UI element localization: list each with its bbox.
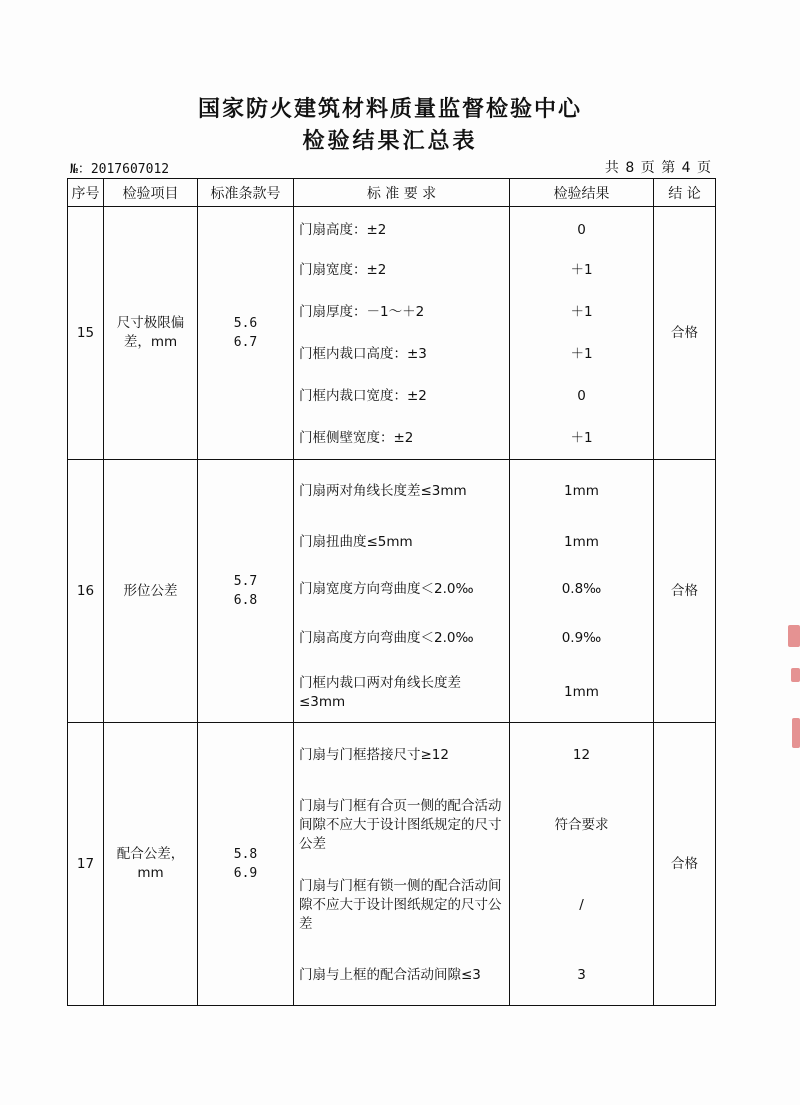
result-value: ＋1	[570, 304, 593, 320]
requirement-text: 门扇高度方向弯曲度＜2.0‰	[299, 629, 474, 646]
result-value: 0.9‰	[561, 629, 602, 646]
requirement-text: 门扇与门框有合页一侧的配合活动间隙不应大于设计图纸规定的尺寸公差	[299, 797, 502, 852]
requirement-text: 门扇两对角线长度差≤3mm	[299, 482, 467, 499]
requirement-text: 门框内裁口高度：±3	[299, 345, 427, 362]
result-value: ＋1	[570, 345, 593, 362]
standard-clause: 5.7 6.8	[198, 460, 294, 723]
requirements-cell	[294, 460, 510, 723]
requirement-text: 门框内裁口宽度：±2	[299, 387, 427, 404]
col-header-clause: 标准条款号	[198, 179, 294, 207]
result-value: 1mm	[564, 684, 599, 700]
table-row	[68, 723, 716, 1006]
test-item: 尺寸极限偏差，mm	[104, 207, 198, 460]
test-item: 形位公差	[104, 460, 198, 723]
requirement-text: 门扇厚度：－1～＋2	[299, 304, 425, 320]
report-number: №：2017607012	[70, 162, 170, 177]
result-value: 0	[577, 221, 586, 238]
requirement-text: 门扇与门框搭接尺寸≥12	[299, 746, 449, 763]
results-cell	[510, 460, 654, 723]
seal-mark	[788, 625, 800, 647]
requirements-cell	[294, 207, 510, 460]
requirement-text: 门扇与上框的配合活动间隙≤3	[299, 966, 481, 983]
report-subtitle: 检验结果汇总表	[302, 129, 478, 154]
col-header-result: 检验结果	[510, 179, 654, 207]
page-total: 共 8 页	[604, 160, 656, 176]
result-value: 0.8‰	[561, 580, 602, 597]
result-value: ＋1	[570, 262, 593, 278]
result-value: 3	[577, 966, 586, 983]
standard-clause: 5.8 6.9	[198, 723, 294, 1006]
row-number: 17	[68, 723, 104, 1006]
conclusion: 合格	[654, 723, 716, 1006]
row-number: 15	[68, 207, 104, 460]
requirement-text: 门框内裁口两对角线长度差≤3mm	[299, 674, 461, 710]
table-header-row	[68, 179, 716, 207]
result-value: 符合要求	[554, 816, 609, 833]
table-row	[68, 207, 716, 460]
result-value: 0	[577, 387, 586, 404]
results-cell	[510, 207, 654, 460]
standard-clause: 5.6 6.7	[198, 207, 294, 460]
seal-mark	[791, 668, 800, 682]
row-number: 16	[68, 460, 104, 723]
result-value: 12	[572, 746, 591, 763]
results-cell	[510, 723, 654, 1006]
requirement-text: 门扇宽度：±2	[299, 262, 387, 278]
col-header-conclusion: 结 论	[654, 179, 716, 207]
page-current: 第 4 页	[661, 160, 712, 176]
conclusion: 合格	[654, 207, 716, 460]
test-item: 配合公差，mm	[104, 723, 198, 1006]
report-title: 国家防火建筑材料质量监督检验中心	[197, 97, 582, 122]
col-header-requirement: 标 准 要 求	[294, 179, 510, 207]
requirement-text: 门扇宽度方向弯曲度＜2.0‰	[299, 580, 474, 597]
requirement-text: 门扇扭曲度≤5mm	[299, 534, 413, 550]
requirements-cell	[294, 723, 510, 1006]
col-header-no: 序号	[68, 179, 104, 207]
page-info	[605, 157, 712, 177]
requirement-text: 门扇高度：±2	[299, 221, 387, 238]
col-header-item: 检验项目	[104, 179, 198, 207]
result-value: ＋1	[570, 429, 593, 446]
requirement-text: 门扇与门框有锁一侧的配合活动间隙不应大于设计图纸规定的尺寸公差	[299, 877, 502, 932]
table-row	[68, 460, 716, 723]
result-value: /	[579, 896, 584, 913]
conclusion: 合格	[654, 460, 716, 723]
results-table	[67, 178, 716, 1006]
result-value: 1mm	[564, 534, 599, 550]
requirement-text: 门框侧壁宽度：±2	[299, 429, 414, 446]
result-value: 1mm	[564, 482, 599, 499]
seal-mark	[792, 718, 800, 748]
